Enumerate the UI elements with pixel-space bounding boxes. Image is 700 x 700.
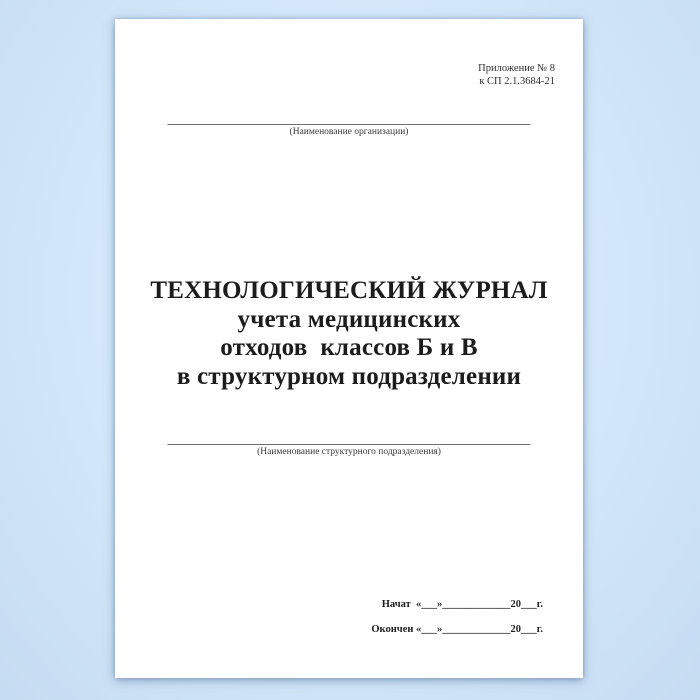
regulation-annotation	[478, 63, 555, 88]
journal-title	[115, 277, 583, 391]
date-finished-line: Окончен «___»_____________20___г.	[371, 624, 543, 635]
organization-name-line	[168, 124, 531, 125]
organization-name-caption: (Наименование организации)	[289, 127, 409, 137]
department-name-field	[168, 444, 531, 458]
date-started-line: Начат «___»_____________20___г.	[381, 599, 543, 610]
department-name-caption: (Наименование структурного подразделения)	[257, 447, 441, 457]
department-name-line	[168, 444, 531, 445]
annotation-line-regulation: к СП 2.1.3684-21	[479, 75, 555, 87]
title-line-3: отходов классов Б и В	[220, 334, 478, 361]
title-line-2: учета медицинских	[237, 305, 461, 333]
title-line-1: ТЕХНОЛОГИЧЕСКИЙ ЖУРНАЛ	[150, 277, 548, 304]
organization-name-field	[168, 124, 531, 138]
title-line-4: в структурном подразделении	[176, 362, 522, 390]
journal-dates	[371, 599, 543, 636]
annotation-line-appendix: Приложение № 8	[478, 63, 555, 74]
journal-cover-page	[115, 19, 583, 678]
